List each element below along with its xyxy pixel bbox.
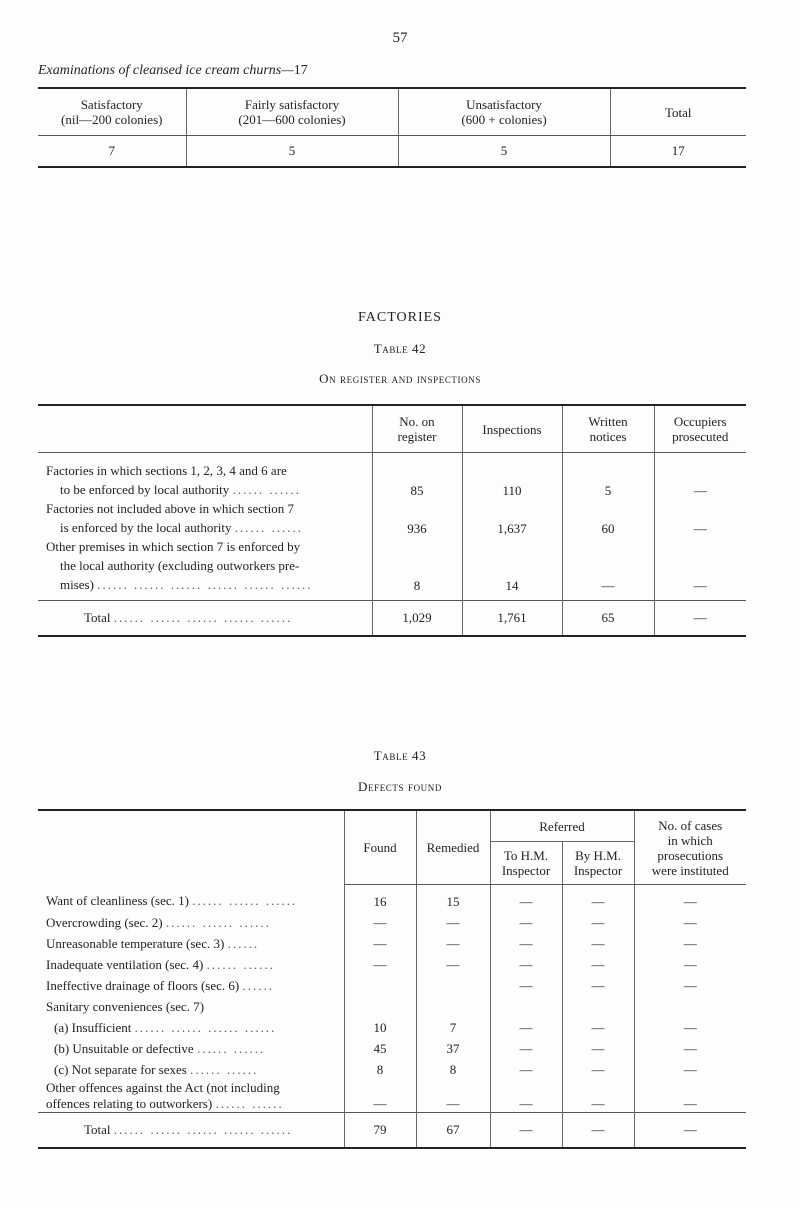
cell-found: 10 [344, 1017, 416, 1038]
total-notices: 65 [562, 601, 654, 637]
leader-dots: ...... ...... ...... ...... ...... ...... [97, 577, 313, 592]
row-label [38, 1080, 344, 1113]
header-text: Satisfactory [80, 97, 143, 112]
cell-by-hm: — [562, 1038, 634, 1059]
cell-notices: 5 [562, 453, 654, 500]
table43-subtitle: Defects found [358, 779, 442, 794]
row-label-line [46, 518, 372, 537]
header-text: Fairly satisfactory [244, 97, 340, 112]
row-label-line [46, 1096, 344, 1112]
header-text: register [397, 429, 437, 444]
table42-subtitle: On register and inspections [319, 371, 481, 386]
table-row [38, 1059, 746, 1080]
cell-found [344, 975, 416, 996]
row-label [38, 499, 372, 537]
cell-prosecutions: — [683, 1040, 697, 1056]
header-text: (600 + colonies) [461, 112, 547, 127]
row-label-line: Factories not included above in which section 7 [46, 501, 295, 516]
header-to-hm-inspector [490, 842, 562, 885]
cell-prosecutions: — [683, 1096, 697, 1111]
leader-dots: ...... ...... ...... [165, 914, 271, 930]
row-label-line: the local authority (excluding outworkers pre- [60, 558, 300, 573]
header-written-notices [562, 405, 654, 453]
row-label [38, 453, 372, 500]
page-number: 57 [392, 30, 408, 46]
cell-by-hm: — [562, 1017, 634, 1038]
row-label-text: is enforced by the local authority [60, 520, 232, 535]
cell-to-hm: — [490, 975, 562, 996]
header-text: prosecutions [657, 847, 724, 863]
table-42 [38, 404, 746, 637]
header-found: Found [344, 810, 416, 885]
cell-prosecutions: — [683, 935, 697, 951]
header-referred: Referred [490, 810, 634, 842]
header-total: Total [610, 88, 746, 136]
table-row [38, 954, 746, 975]
cell-satisfactory: 7 [38, 136, 186, 168]
cell-prosecutions: — [683, 1061, 697, 1077]
header-text: Inspector [573, 863, 623, 878]
leader-dots: ...... ...... [206, 956, 275, 972]
cell-found: 45 [344, 1038, 416, 1059]
cell-prosecuted: — [693, 521, 707, 536]
cell-prosecutions: — [683, 893, 697, 909]
table-43 [38, 809, 746, 1149]
leader-dots: ...... ...... [232, 482, 301, 497]
header-text: Unsatisfactory [466, 97, 542, 112]
leader-dots: ...... [227, 935, 260, 951]
table-row [38, 975, 746, 996]
total-to-hm: — [490, 1113, 562, 1149]
cell-register: 8 [372, 537, 462, 601]
cell-remedied: 15 [416, 885, 490, 913]
cell-inspections: 14 [462, 537, 562, 601]
row-label-text: (c) Not separate for sexes [54, 1061, 187, 1077]
leader-dots: ...... ...... ...... [192, 893, 298, 909]
row-label-text: (b) Unsuitable or defective [54, 1040, 194, 1056]
cell-to-hm: — [490, 933, 562, 954]
header-text: (nil—200 colonies) [61, 112, 163, 127]
header-text: prosecuted [672, 429, 729, 444]
churns-intro [38, 63, 308, 79]
cell-by-hm [562, 996, 634, 1017]
leader-dots: ...... ...... ...... ...... ...... [113, 1122, 293, 1137]
total-inspections: 1,761 [462, 601, 562, 637]
header-remedied: Remedied [416, 810, 490, 885]
header-text: (201—600 colonies) [238, 112, 346, 127]
cell-remedied: — [416, 933, 490, 954]
header-unsatisfactory [398, 88, 610, 136]
total-found: 79 [344, 1113, 416, 1149]
table43-title: Table 43 [373, 748, 427, 763]
cell-remedied: — [416, 912, 490, 933]
header-satisfactory [38, 88, 186, 136]
table-row [38, 933, 746, 954]
table-row [38, 1017, 746, 1038]
cell-remedied [416, 996, 490, 1017]
cell-to-hm: — [490, 912, 562, 933]
cell-found: — [344, 954, 416, 975]
row-label-text: mises) [60, 577, 94, 592]
row-label [38, 996, 344, 1017]
cell-register: 936 [372, 499, 462, 537]
cell-by-hm: — [562, 1059, 634, 1080]
cell-unsatisfactory: 5 [398, 136, 610, 168]
header-text: To H.M. [503, 848, 549, 863]
row-label-text: to be enforced by local authority [60, 482, 230, 497]
row-label [38, 1038, 344, 1059]
table42-header-row [38, 405, 746, 453]
header-text: No. on [399, 414, 435, 429]
cell-to-hm: — [490, 1059, 562, 1080]
row-label-text: Sanitary conveniences (sec. 7) [46, 998, 205, 1014]
cell-remedied: 37 [416, 1038, 490, 1059]
cell-to-hm: — [490, 954, 562, 975]
table-row [38, 537, 746, 601]
cell-by-hm: — [562, 885, 634, 913]
row-label [38, 885, 344, 913]
leader-dots: ...... ...... ...... ...... [134, 1019, 277, 1035]
churns-header-row [38, 88, 746, 136]
total-prosecuted: — [654, 601, 746, 637]
cell-by-hm: — [562, 1080, 634, 1113]
churns-intro-label: Examinations of cleansed ice cream churns— [38, 63, 294, 78]
table-row [38, 996, 746, 1017]
row-label-line: Other offences against the Act (not including [46, 1080, 280, 1095]
header-text: By H.M. [575, 848, 621, 863]
header-inspections: Inspections [462, 405, 562, 453]
header-text: in which [667, 832, 713, 848]
total-register: 1,029 [372, 601, 462, 637]
cell-to-hm: — [490, 1038, 562, 1059]
cell-by-hm: — [562, 912, 634, 933]
cell-found: — [344, 1080, 416, 1113]
cell-prosecutions: — [683, 956, 697, 972]
cell-register: 85 [372, 453, 462, 500]
cell-prosecutions: — [683, 1019, 697, 1035]
row-label-text: Overcrowding (sec. 2) [46, 914, 163, 930]
total-label-text: Total [84, 1122, 111, 1137]
cell-notices: — [562, 537, 654, 601]
leader-dots: ...... ...... [190, 1061, 259, 1077]
factories-heading: FACTORIES [358, 310, 442, 325]
total-label [38, 1113, 344, 1149]
cell-fairly-satisfactory: 5 [186, 136, 398, 168]
cell-found [344, 996, 416, 1017]
cell-remedied: — [416, 954, 490, 975]
row-label [38, 954, 344, 975]
table42-title: Table 42 [373, 341, 427, 356]
cell-inspections: 110 [462, 453, 562, 500]
cell-remedied: 8 [416, 1059, 490, 1080]
leader-dots: ...... ...... [215, 1096, 284, 1111]
header-text: Inspector [501, 863, 551, 878]
total-label [38, 601, 372, 637]
row-label-text: offences relating to outworkers) [46, 1096, 213, 1111]
header-blank [38, 810, 344, 885]
cell-found: 8 [344, 1059, 416, 1080]
cell-to-hm: — [490, 1080, 562, 1113]
row-label [38, 1059, 344, 1080]
cell-prosecutions [634, 996, 746, 1017]
leader-dots: ...... ...... [196, 1040, 266, 1056]
header-text: Occupiers [673, 414, 727, 429]
total-prosecutions: — [634, 1113, 746, 1149]
cell-prosecutions: — [683, 977, 697, 993]
cell-found: 16 [344, 885, 416, 913]
table-row [38, 912, 746, 933]
row-label-text: Unreasonable temperature (sec. 3) [46, 935, 225, 951]
table-row [38, 453, 746, 500]
cell-by-hm: — [562, 975, 634, 996]
churns-intro-value: 17 [293, 63, 308, 78]
churns-table [38, 87, 746, 168]
table43-body [38, 885, 746, 1113]
cell-found: — [344, 912, 416, 933]
header-blank [38, 405, 372, 453]
table-row [38, 136, 746, 168]
row-label-text: (a) Insufficient [54, 1019, 132, 1035]
header-occupiers-prosecuted [654, 405, 746, 453]
leader-dots: ...... ...... [234, 520, 303, 535]
table-row [38, 885, 746, 913]
cell-to-hm [490, 996, 562, 1017]
header-text: were instituted [651, 862, 729, 878]
row-label [38, 537, 372, 601]
cell-remedied: — [416, 1080, 490, 1113]
row-label-line: Other premises in which section 7 is enforced by [46, 539, 301, 554]
header-text: Written [588, 414, 628, 429]
cell-by-hm: — [562, 954, 634, 975]
leader-dots: ...... [242, 977, 274, 993]
row-label [38, 912, 344, 933]
table-row [38, 499, 746, 537]
row-label-text: Ineffective drainage of floors (sec. 6) [46, 977, 240, 993]
header-text: notices [589, 429, 627, 444]
header-by-hm-inspector [562, 842, 634, 885]
row-label-line [46, 480, 372, 499]
total-row [38, 1113, 746, 1149]
header-text: No. of cases [658, 817, 723, 833]
total-row [38, 601, 746, 637]
cell-remedied [416, 975, 490, 996]
total-remedied: 67 [416, 1113, 490, 1149]
header-no-on-register [372, 405, 462, 453]
header-fairly-satisfactory [186, 88, 398, 136]
row-label-text: Inadequate ventilation (sec. 4) [46, 956, 204, 972]
cell-remedied: 7 [416, 1017, 490, 1038]
cell-prosecuted: — [693, 483, 707, 498]
header-prosecutions [634, 810, 746, 885]
cell-to-hm: — [490, 885, 562, 913]
cell-by-hm: — [562, 933, 634, 954]
cell-prosecuted: — [693, 578, 707, 593]
cell-inspections: 1,637 [462, 499, 562, 537]
row-label-line: Factories in which sections 1, 2, 3, 4 and 6 are [46, 463, 287, 478]
row-label-line [46, 575, 372, 594]
total-by-hm: — [562, 1113, 634, 1149]
cell-notices: 60 [562, 499, 654, 537]
cell-to-hm: — [490, 1017, 562, 1038]
cell-prosecutions: — [683, 914, 697, 930]
row-label-text: Want of cleanliness (sec. 1) [46, 893, 189, 909]
row-label [38, 975, 344, 996]
table-row [38, 1038, 746, 1059]
table-row [38, 1080, 746, 1113]
cell-found: — [344, 933, 416, 954]
cell-total: 17 [610, 136, 746, 168]
table43-header-row [38, 810, 746, 842]
leader-dots: ...... ...... ...... ...... ...... [113, 610, 293, 625]
row-label [38, 1017, 344, 1038]
row-label [38, 933, 344, 954]
total-label-text: Total [84, 610, 111, 625]
